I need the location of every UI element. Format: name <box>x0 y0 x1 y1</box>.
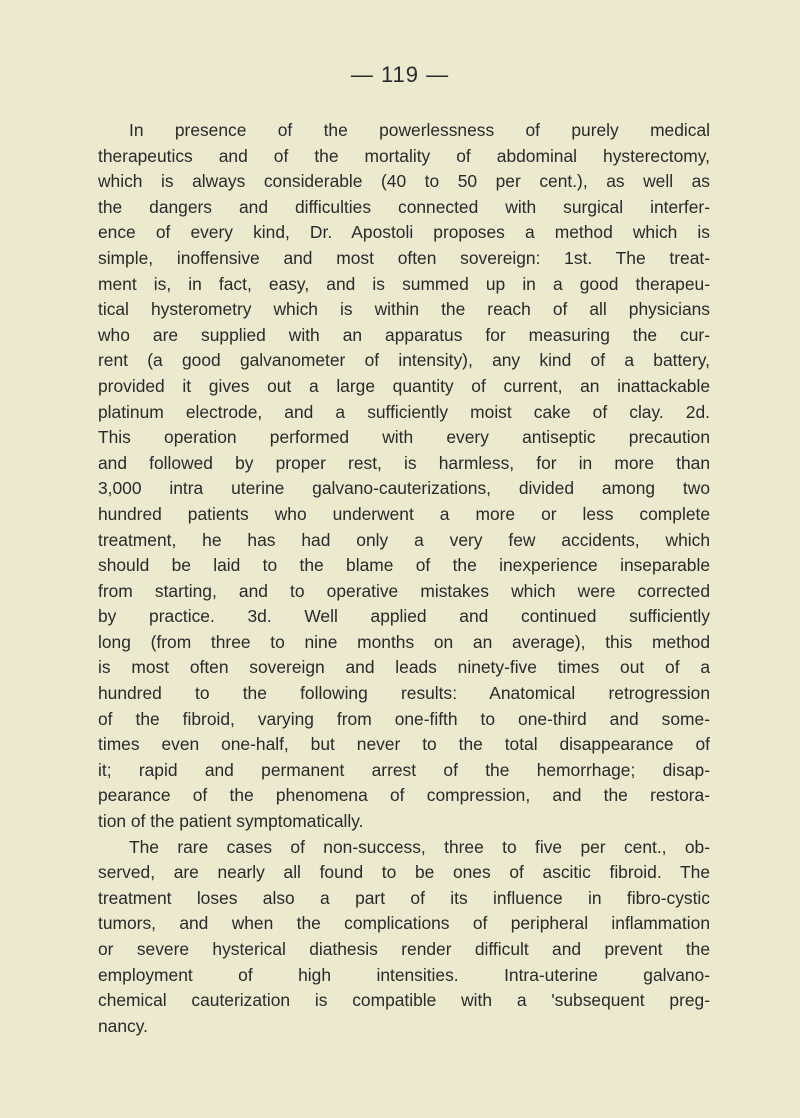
text-line: served, are nearly all found to be ones of ascitic fibroid. The <box>98 862 710 883</box>
text-line: long (from three to nine months on an average), this method <box>98 631 710 652</box>
text-line: simple, inoffensive and most often sovereign: 1st. The treat- <box>98 247 710 268</box>
text-line: In presence of the powerlessness of purely medical <box>129 120 710 140</box>
text-line: nancy. <box>98 1015 148 1036</box>
text-line: who are supplied with an apparatus for measuring the cur- <box>98 324 710 345</box>
text-line: therapeutics and of the mortality of abdominal hysterectomy, <box>98 145 710 166</box>
text-line: tumors, and when the complications of peripheral inflammation <box>98 913 710 934</box>
body-text <box>98 118 710 1039</box>
text-line: times even one-half, but never to the total disappearance of <box>98 734 710 755</box>
text-line: the dangers and difficulties connected with surgical interfer- <box>98 196 710 217</box>
text-line: treatment, he has had only a very few accidents, which <box>98 529 710 550</box>
text-line: tical hysterometry which is within the reach of all physicians <box>98 299 710 320</box>
text-line: The rare cases of non-success, three to five per cent., ob- <box>129 836 710 857</box>
text-line: treatment loses also a part of its influence in fibro-cystic <box>98 887 710 908</box>
text-line: rent (a good galvanometer of intensity), any kind of a battery, <box>98 350 710 371</box>
text-line: of the fibroid, varying from one-fifth to one-third and some- <box>98 708 710 729</box>
text-line: tion of the patient symptomatically. <box>98 811 364 832</box>
text-line: which is always considerable (40 to 50 per cent.), as well as <box>98 171 710 192</box>
text-line: pearance of the phenomena of compression, and the restora- <box>98 785 710 806</box>
text-line: This operation performed with every antiseptic precaution <box>98 427 710 448</box>
text-line: it; rapid and permanent arrest of the hemorrhage; disap- <box>98 759 710 780</box>
text-line: provided it gives out a large quantity of current, an inattackable <box>98 375 710 396</box>
text-line: should be laid to the blame of the inexperience inseparable <box>98 555 710 576</box>
text-line: chemical cauterization is compatible with a 'subsequent preg- <box>98 990 710 1011</box>
text-line: ence of every kind, Dr. Apostoli proposes a method which is <box>98 222 710 243</box>
text-line: employment of high intensities. Intra-uterine galvano- <box>98 964 710 985</box>
page-number: — 119 — <box>350 62 450 87</box>
text-line: by practice. 3d. Well applied and continued sufficiently <box>98 606 710 627</box>
text-line: hundred patients who underwent a more or less complete <box>98 503 710 524</box>
text-line: from starting, and to operative mistakes which were corrected <box>98 580 710 601</box>
text-line: 3,000 intra uterine galvano-cauterizations, divided among two <box>98 478 710 499</box>
text-line: or severe hysterical diathesis render difficult and prevent the <box>98 939 710 959</box>
text-line: platinum electrode, and a sufficiently moist cake of clay. 2d. <box>98 401 710 422</box>
text-line: hundred to the following results: Anatomical retrogression <box>98 683 710 704</box>
text-line: ment is, in fact, easy, and is summed up in a good therapeu- <box>98 273 710 294</box>
text-line: is most often sovereign and leads ninety-five times out of a <box>98 657 710 678</box>
text-line: and followed by proper rest, is harmless, for in more than <box>98 452 710 473</box>
